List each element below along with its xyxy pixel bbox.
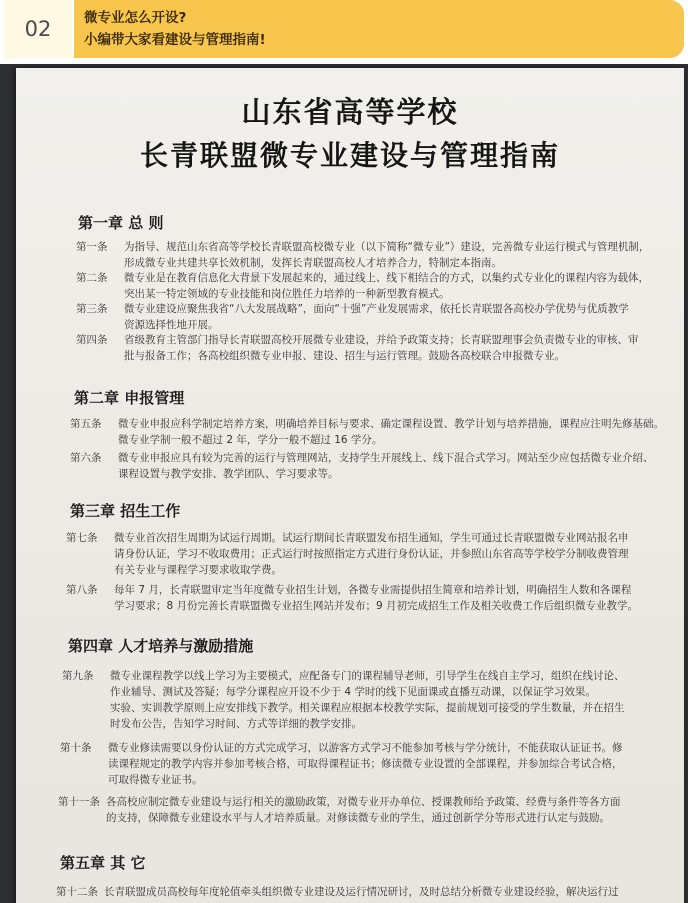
article-label: 第一条	[76, 241, 108, 253]
article-line: 有关专业与课程学习要求收取学费。	[114, 564, 282, 576]
article-line: 读课程规定的教学内容并参加考核合格，可取得课程证书；修读微专业设置的全部课程，并参加综合考试合格，	[108, 758, 623, 770]
article-text	[118, 416, 664, 448]
article-line: 省级教育主管部门指导长青联盟高校开展微专业建设，并给予政策支持；长青联盟理事会负责微专业的审核、审	[124, 334, 639, 346]
article-line: 可取得微专业证书。	[108, 774, 203, 786]
document-photo	[0, 64, 688, 903]
article-line: 微专业申报应具有较为完善的运行与管理网站，支持学生开展线上、线下混合式学习。网站至少应包括微专业介绍、	[118, 452, 654, 464]
chapter-heading: 第三章 招生工作	[70, 502, 181, 520]
article-line: 突出某一特定领域的专业技能和岗位胜任力培养的一种新型教育模式。	[124, 288, 450, 300]
article-line: 时发布公告，告知学习时间、方式等详细的教学安排。	[110, 718, 362, 730]
section-title-line-1: 微专业怎么开设?	[84, 10, 187, 26]
article-line: 学习要求；8 月份完善长青联盟微专业招生网站并发布；9 月初完成招生工作及相关收费工作后组织微专业教学。	[114, 600, 639, 612]
article-text	[110, 668, 625, 732]
article-line: 微专业建设应聚焦我省“八大发展战略”，面向“十强”产业发展需求，依托长青联盟各高校办学优势与优质教学	[124, 303, 629, 315]
article-line: 微专业首次招生周期为试运行周期。试运行期间长青联盟发布招生通知，学生可通过长青联盟微专业网站报名申	[114, 532, 629, 544]
chapter-heading: 第二章 申报管理	[74, 389, 185, 407]
article-label: 第九条	[62, 670, 94, 682]
article-label: 第八条	[66, 584, 98, 596]
article-line: 微专业申报应科学制定培养方案，明确培养目标与要求、确定课程设置、教学计划与培养措施，课程应注明先修基础。	[118, 418, 664, 430]
section-title-box	[74, 0, 684, 58]
article-line: 各高校应制定微专业建设与运行相关的激励政策，对微专业开办单位、授课教师给予政策、经费与条件等各方面	[106, 796, 621, 808]
article-text	[118, 450, 654, 482]
article-label: 第五条	[70, 418, 102, 430]
article-line: 形成微专业共建共享长效机制，发挥长青联盟高校人才培养合力，特制定本指南。	[124, 257, 502, 269]
chapter-heading: 第一章 总 则	[78, 214, 164, 232]
article-text	[114, 582, 638, 614]
section-header	[4, 0, 684, 58]
article-label: 第十二条	[56, 886, 98, 898]
article-text	[108, 740, 623, 788]
article-label: 第三条	[76, 303, 108, 315]
article-label: 第十一条	[58, 796, 100, 808]
article-line: 请身份认证，学习不收取费用；正式运行时按照指定方式进行身份认证，并参照山东省高等学校学分制收费管理	[114, 548, 629, 560]
chapter-heading: 第四章 人才培养与激励措施	[68, 637, 254, 655]
article-text	[114, 530, 629, 578]
document-title-line-2: 长青联盟微专业建设与管理指南	[139, 139, 560, 172]
article-line: 实验、实训教学原则上应安排线下教学。相关课程应根据本校教学实际，提前规划可接受的学生数量，并在招生	[110, 702, 625, 714]
section-title-line-2: 小编带大家看建设与管理指南!	[84, 32, 266, 48]
section-number: 02	[4, 0, 72, 58]
article-label: 第六条	[70, 452, 102, 464]
article-line: 资源选择性地开展。	[124, 319, 219, 331]
article-line: 作业辅导、测试及答疑；每学分课程应开设不少于 4 学时的线下见面课或直播互动课，以保证学习效果。	[110, 686, 596, 698]
article-line: 每年 7 月，长青联盟审定当年度微专业招生计划，各微专业需提供招生简章和培养计划，明确招生人数和各课程	[114, 584, 632, 596]
article-text	[106, 794, 621, 826]
article-line: 微专业课程教学以线上学习为主要模式，应配备专门的课程辅导老师，引导学生在线自主学习，组织在线讨论、	[110, 670, 625, 682]
article-label: 第十条	[60, 742, 92, 754]
article-line: 长青联盟成员高校每年度轮值牵头组织微专业建设及运行情况研讨，及时总结分析微专业建设经验，解决运行过	[104, 886, 619, 898]
article-text	[124, 301, 629, 333]
chapter-heading: 第五章 其 它	[60, 854, 146, 872]
article-line: 课程设置与教学安排、教学团队、学习要求等。	[118, 468, 339, 480]
article-line: 微专业修读需要以身份认证的方式完成学习，以游客方式学习不能参加考核与学分统计，不能获取认证证书。修	[108, 742, 623, 754]
document-page	[16, 68, 684, 903]
article-line: 为指导、规范山东省高等学校长青联盟高校微专业（以下简称“微专业”）建设，完善微专业运行模式与管理机制，	[124, 241, 650, 253]
article-line: 的支持，保障微专业建设水平与人才培养质量。对修读微专业的学生，通过创新学分等形式进行认定与鼓励。	[106, 812, 610, 824]
document-title-line-1: 山东省高等学校	[241, 95, 459, 129]
article-line: 微专业是在教育信息化大背景下发展起来的，通过线上、线下相结合的方式，以集约式专业化的课程内容为载体，	[124, 272, 649, 284]
article-label: 第二条	[76, 272, 108, 284]
article-text	[104, 884, 619, 900]
article-text	[124, 270, 649, 302]
article-text	[124, 332, 639, 364]
article-label: 第七条	[66, 532, 98, 544]
article-line: 微专业学制一般不超过 2 年，学分一般不超过 16 学分。	[118, 434, 383, 446]
article-text	[124, 239, 649, 271]
article-line: 批与报备工作；各高校组织微专业申报、建设、招生与运行管理。鼓励各高校联合申报微专业。	[124, 350, 565, 362]
article-label: 第四条	[76, 334, 108, 346]
